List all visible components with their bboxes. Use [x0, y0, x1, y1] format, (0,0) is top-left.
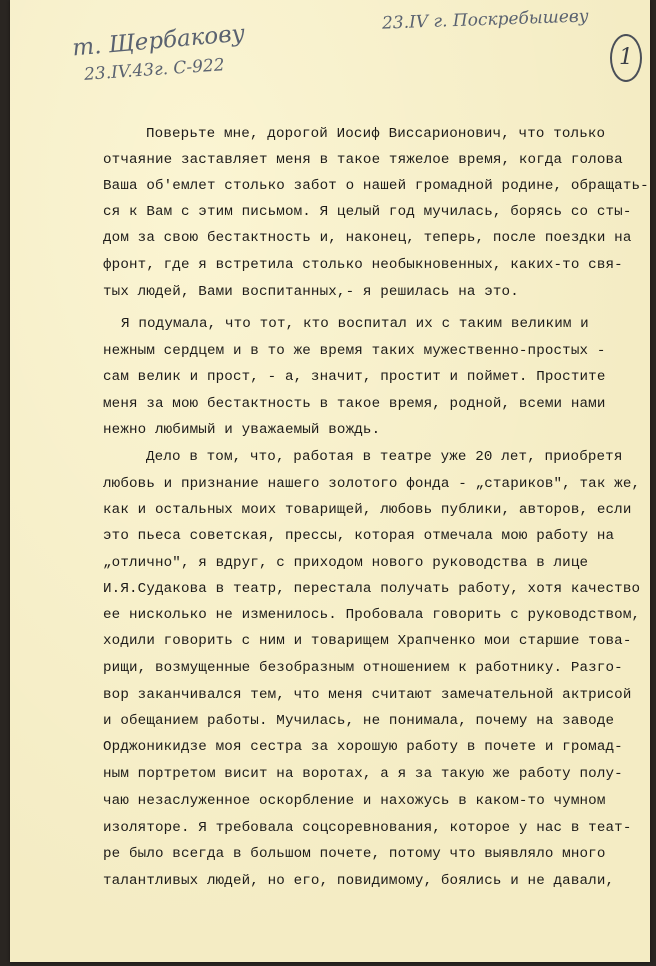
text-line: ее нисколько не изменилось. Пробовала говорить с руководством,	[103, 607, 641, 623]
text-line: тых людей, Вами воспитанных,- я решилась на это.	[103, 284, 519, 300]
text-line: изоляторе. Я требовала соцсоревнования, которое у нас в теат-	[103, 820, 632, 836]
text-line: Орджоникидзе моя сестра за хорошую работу в почете и громад-	[103, 739, 623, 755]
text-line: И.Я.Судакова в театр, перестала получать работу, хотя качество	[103, 581, 641, 597]
text-line: ре было всегда в большом почете, потому что выявляло много	[103, 846, 606, 862]
text-line: ным портретом висит на воротах, а я за такую же работу полу-	[103, 766, 623, 782]
text-line: Я подумала, что тот, кто воспитал их с таким великим и	[121, 316, 589, 332]
text-line: дом за свою бестактность и, наконец, теперь, после поездки на	[103, 230, 632, 246]
handwritten-addressee: т. Щербакову	[71, 20, 246, 62]
page-number: 1	[610, 34, 642, 82]
text-line: фронт, где я встретила столько необыкновенных, каких-то свя-	[103, 257, 623, 273]
text-line: Ваша об'емлет столько забот о нашей громадной родине, обращать-	[103, 178, 649, 194]
text-line: Поверьте мне, дорогой Иосиф Виссарионович, что только	[146, 126, 606, 142]
text-line: как и остальных моих товарищей, любовь публики, авторов, если	[103, 502, 632, 518]
text-line: вор заканчивался тем, что меня считают замечательной актрисой	[103, 687, 632, 703]
text-line: отчаяние заставляет меня в такое тяжелое время, когда голова	[103, 152, 623, 168]
text-line: „отлично", я вдруг, с приходом нового руководства в лице	[103, 555, 589, 571]
text-line: талантливых людей, но его, повидимому, боялись и не давали,	[103, 873, 615, 889]
text-line: меня за мою бестактность в такое время, родной, всеми нами	[103, 396, 606, 412]
text-line: рищи, возмущенные безобразным отношением к работнику. Разго-	[103, 660, 623, 676]
handwritten-registration: 23.IV.43г. С-922	[83, 55, 226, 85]
handwritten-top-note: 23.IV г. Поскребышеву	[381, 6, 589, 34]
text-line: это пьеса советская, прессы, которая отмечала мою работу на	[103, 528, 615, 544]
document-page	[10, 0, 650, 962]
text-line: ся к Вам с этим письмом. Я целый год мучилась, борясь со сты-	[103, 204, 632, 220]
text-line: ходили говорить с ним и товарищем Храпченко мои старшие това-	[103, 633, 632, 649]
text-line: Дело в том, что, работая в театре уже 20 лет, приобретя	[146, 449, 623, 465]
text-line: сам велик и прост, - а, значит, простит и поймет. Простите	[103, 369, 606, 385]
text-line: и обещанием работы. Мучилась, не понимала, почему на заводе	[103, 713, 615, 729]
text-line: нежным сердцем и в то же время таких мужественно-простых -	[103, 343, 606, 359]
text-line: чаю незаслуженное оскорбление и нахожусь в каком-то чумном	[103, 793, 606, 809]
text-line: нежно любимый и уважаемый вождь.	[103, 422, 381, 438]
text-line: любовь и признание нашего золотого фонда - „стариков", так же,	[103, 476, 641, 492]
